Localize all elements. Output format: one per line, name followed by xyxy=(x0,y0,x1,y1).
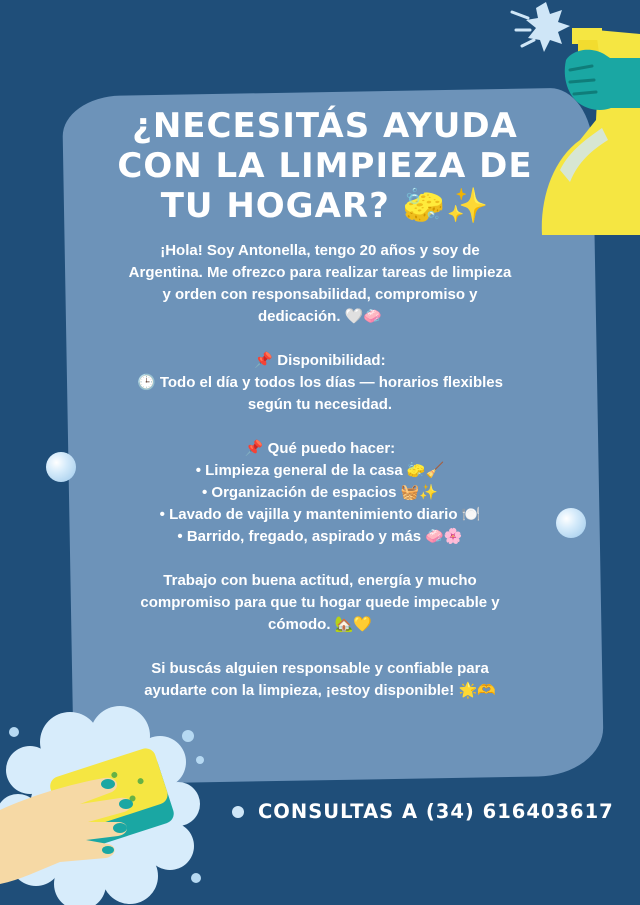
intro-line: Argentina. Me ofrezco para realizar tareas de limpieza xyxy=(128,264,512,281)
attitude-paragraph xyxy=(88,570,552,636)
attitude-line: cómodo. 🏡💛 xyxy=(267,616,373,633)
availability-section xyxy=(88,350,552,416)
intro-paragraph xyxy=(88,240,552,328)
service-item: • Barrido, fregado, aspirado y más 🧼🌸 xyxy=(177,528,463,545)
intro-line: dedicación. 🤍🧼 xyxy=(257,308,383,325)
availability-line: 🕒 Todo el día y todos los días — horarios flexibles xyxy=(137,374,503,391)
intro-line: ¡Hola! Soy Antonella, tengo 20 años y soy de xyxy=(160,242,480,259)
contact-line xyxy=(232,800,612,823)
availability-heading: 📌 Disponibilidad: xyxy=(254,352,386,369)
soap-bubble-icon xyxy=(46,452,76,482)
soap-bubble-icon xyxy=(556,508,586,538)
closing-line: ayudarte con la limpieza, ¡estoy disponible! 🌟🫶 xyxy=(144,682,496,699)
attitude-line: Trabajo con buena actitud, energía y mucho xyxy=(163,572,477,589)
service-item: • Limpieza general de la casa 🧽🧹 xyxy=(195,462,445,479)
services-section xyxy=(88,438,552,548)
flyer-body xyxy=(88,240,552,724)
title-line-1: ¿NECESITÁS AYUDA xyxy=(132,106,518,146)
service-item: • Organización de espacios 🧺✨ xyxy=(201,484,438,501)
closing-paragraph xyxy=(88,658,552,702)
services-heading: 📌 Qué puedo hacer: xyxy=(244,440,396,457)
sponge-hand-icon xyxy=(0,700,210,905)
contact-text: CONSULTAS A (34) 616403617 xyxy=(258,800,614,823)
bullet-dot-icon xyxy=(232,806,244,818)
intro-line: y orden con responsabilidad, compromiso y xyxy=(162,286,478,303)
closing-line: Si buscás alguien responsable y confiable para xyxy=(151,660,489,677)
title-line-3: TU HOGAR? 🧽✨ xyxy=(160,186,490,226)
title-line-2: CON LA LIMPIEZA DE xyxy=(117,146,533,186)
spray-mist xyxy=(512,12,534,46)
attitude-line: compromiso para que tu hogar quede impecable y xyxy=(140,594,500,611)
availability-line: según tu necesidad. xyxy=(247,396,393,413)
service-item: • Lavado de vajilla y mantenimiento diario 🍽️ xyxy=(159,506,481,523)
page-title xyxy=(110,106,540,226)
